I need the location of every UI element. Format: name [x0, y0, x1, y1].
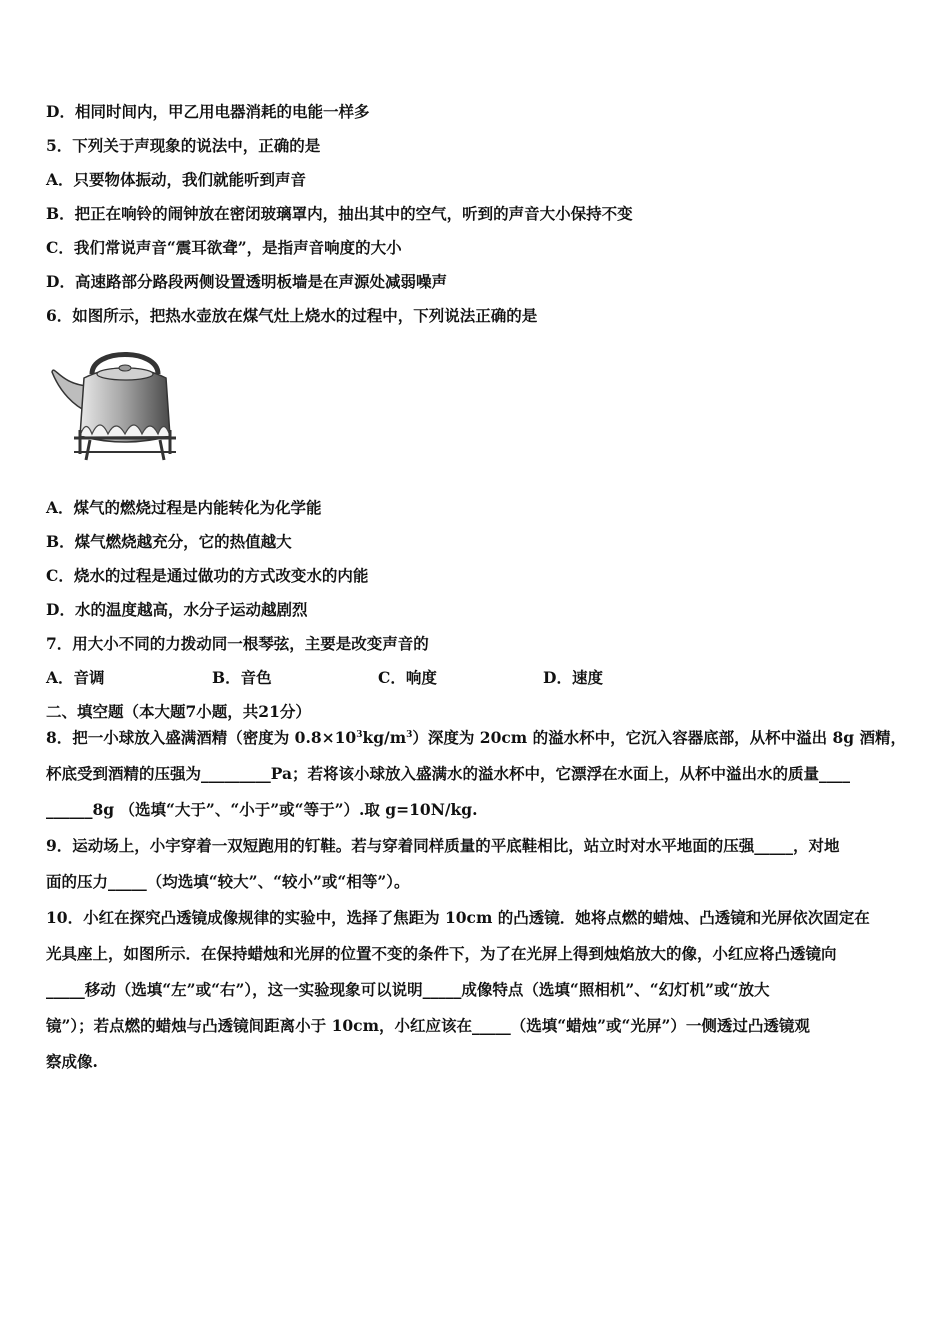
question-8-line-1: 8．把一小球放入盛满酒精（密度为 $0.8\times 10^3kg/m^3$）深度为 20cm 的溢水杯中，它沉入容器底部，从杯中溢出 8g 酒精，: [46, 728, 907, 747]
question-5-option-a: A．只要物体振动，我们就能听到声音: [46, 170, 307, 189]
question-6-option-d: D．水的温度越高，水分子运动越剧烈: [46, 600, 308, 619]
question-8-line-2: 杯底受到酒精的压强为_________Pa；若将该小球放入盛满水的溢水杯中，它漂浮在水面上，从杯中溢出水的质量____: [46, 764, 851, 783]
section-heading: 二、填空题（本大题7小题，共21分）: [46, 702, 311, 721]
question-5-option-b: B．把正在响铃的闹钟放在密闭玻璃罩内，抽出其中的空气，听到的声音大小保持不变: [46, 204, 633, 223]
question-10-line-5: 察成像.: [46, 1052, 98, 1071]
question-6-option-c: C．烧水的过程是通过做功的方式改变水的内能: [46, 566, 369, 585]
question-10-line-3: _____移动（选填“左”或“右”），这一实验现象可以说明_____成像特点（选填“照相机”、“幻灯机”或“放大: [46, 980, 770, 999]
question-10-line-1: 10．小红在探究凸透镜成像规律的实验中，选择了焦距为 10cm 的凸透镜．她将点燃的蜡烛、凸透镜和光屏依次固定在: [46, 908, 870, 927]
question-5-stem: 5．下列关于声现象的说法中，正确的是: [46, 136, 321, 155]
question-8-line-3: ______8g （选填“大于”、“小于”或“等于”）.取 g=10N/kg.: [46, 800, 478, 819]
question-7-option-d: D．速度: [543, 668, 603, 687]
question-10: [46, 900, 908, 1080]
question-9: [46, 828, 908, 900]
question-9-line-2: 面的压力_____（均选填“较大”、“较小”或“相等”）。: [46, 872, 410, 891]
question-5-option-c: C．我们常说声音“震耳欲聋”，是指声音响度的大小: [46, 238, 402, 257]
question-10-line-2: 光具座上，如图所示．在保持蜡烛和光屏的位置不变的条件下，为了在光屏上得到烛焰放大的像，小红应将凸透镜向: [46, 944, 837, 963]
question-6-option-a: A．煤气的燃烧过程是内能转化为化学能: [46, 498, 322, 517]
question-7-option-c: C．响度: [378, 668, 437, 687]
question-7-stem: 7．用大小不同的力拨动同一根琴弦，主要是改变声音的: [46, 634, 429, 653]
question-6-stem: 6．如图所示，把热水壶放在煤气灶上烧水的过程中，下列说法正确的是: [46, 306, 538, 325]
question-7-option-b: B．音色: [212, 668, 272, 687]
question-6-option-b: B．煤气燃烧越充分，它的热值越大: [46, 532, 292, 551]
question-5-option-d: D．高速路部分路段两侧设置透明板墙是在声源处减弱噪声: [46, 272, 447, 291]
kettle-on-stove-illustration: [50, 344, 185, 464]
question-10-line-4: 镜”）；若点燃的蜡烛与凸透镜间距离小于 10cm，小红应该在_____（选填“蜡烛”或“光屏”）一侧透过凸透镜观: [46, 1016, 810, 1035]
question-9-line-1: 9．运动场上，小宇穿着一双短跑用的钉鞋。若与穿着同样质量的平底鞋相比，站立时对水平地面的压强_____，对地: [46, 836, 840, 855]
question-7-option-a: A．音调: [46, 668, 105, 687]
question-8: [46, 720, 908, 828]
question-4-option-d: D．相同时间内，甲乙用电器消耗的电能一样多: [46, 102, 370, 121]
